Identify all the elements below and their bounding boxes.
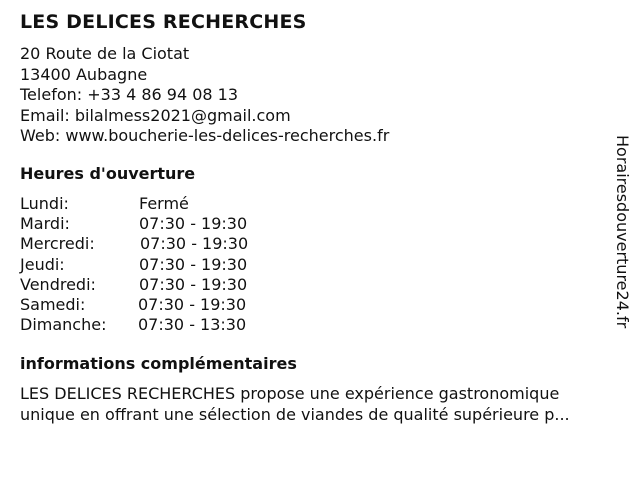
- info-line-1: LES DELICES RECHERCHES propose une expérience gastronomique: [20, 384, 560, 403]
- day-label: Mercredi:: [20, 234, 95, 254]
- day-hours: 07:30 - 19:30: [139, 254, 248, 274]
- phone-number: Telefon: +33 4 86 94 08 13: [20, 85, 239, 104]
- website: Web: www.boucherie-les-delices-recherches.fr: [20, 126, 390, 145]
- day-label: Dimanche:: [20, 315, 107, 335]
- info-line-2: unique en offrant une sélection de viandes de qualité supérieure p...: [20, 404, 570, 424]
- day-hours: 07:30 - 19:30: [138, 294, 247, 314]
- site-watermark: Horairesdouverture24.fr: [613, 135, 632, 329]
- business-name: LES DELICES RECHERCHES: [20, 11, 307, 33]
- info-heading: informations complémentaires: [20, 354, 297, 373]
- day-hours: 07:30 - 19:30: [139, 214, 248, 234]
- day-label: Mardi:: [20, 214, 70, 234]
- day-hours: 07:30 - 19:30: [139, 274, 248, 294]
- day-label: Vendredi:: [20, 274, 96, 294]
- day-label: Samedi:: [20, 294, 86, 314]
- day-hours: 07:30 - 13:30: [138, 315, 247, 335]
- day-hours: Fermé: [139, 194, 189, 213]
- contact-block: [20, 44, 389, 147]
- street-address: 20 Route de la Ciotat: [20, 44, 190, 63]
- day-hours: 07:30 - 19:30: [140, 234, 249, 254]
- email-address: Email: bilalmess2021@gmail.com: [20, 105, 291, 125]
- hours-heading: Heures d'ouverture: [20, 164, 196, 183]
- day-label: Jeudi:: [20, 254, 65, 274]
- city: 13400 Aubagne: [20, 64, 148, 84]
- day-label: Lundi:: [20, 194, 69, 213]
- info-description: [20, 384, 620, 425]
